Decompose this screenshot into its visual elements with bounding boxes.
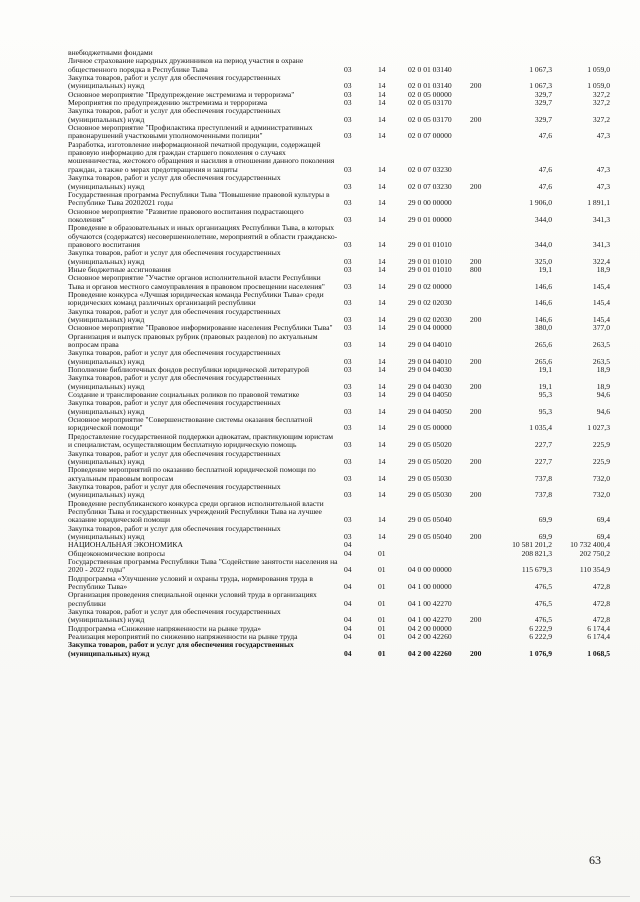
- amount-approved: 47,6: [538, 164, 552, 174]
- amount-executed: 263,5: [592, 340, 610, 350]
- target-article-code: 04 2 00 00000: [408, 623, 452, 633]
- amount-executed: 18,9: [596, 264, 610, 274]
- target-article-code: 02 0 07 03230: [408, 164, 452, 174]
- subsection-code: 14: [378, 239, 386, 249]
- row-name: Закупка товаров, работ и услуг для обеспечения государственных (муниципальных) нужд: [68, 607, 281, 625]
- row-name: Проведение в образовательных и иных организациях Республики Тыва, в которых обучаются (содержатся) несовершеннолетние, мероприятий в области гражданско-правового воспитания: [68, 223, 338, 249]
- subsection-code: 14: [378, 356, 386, 366]
- amount-executed: 377,0: [592, 323, 610, 333]
- amount-executed: 327,2: [592, 98, 610, 108]
- amount-approved: 325,0: [534, 256, 552, 266]
- amount-approved: 95,3: [538, 406, 552, 416]
- section-code: 03: [344, 239, 352, 249]
- amount-approved: 1 067,3: [529, 64, 552, 74]
- table-row: [68, 124, 628, 141]
- target-article-code: 29 0 05 05020: [408, 440, 452, 450]
- section-code: 04: [344, 565, 352, 575]
- amount-approved: 1 076,9: [529, 648, 552, 658]
- table-row: [68, 333, 628, 350]
- table-row: [68, 416, 628, 433]
- amount-approved: 737,8: [534, 473, 552, 483]
- target-article-code: 29 0 04 04050: [408, 390, 452, 400]
- amount-executed: 322,4: [592, 256, 610, 266]
- subsection-code: 01: [378, 598, 386, 608]
- row-name: Закупка товаров, работ и услуг для обеспечения государственных (муниципальных) нужд: [68, 448, 281, 466]
- table-row: [68, 308, 628, 325]
- amount-approved: 344,0: [534, 239, 552, 249]
- expense-type-code: 200: [470, 490, 482, 500]
- amount-approved: 146,6: [534, 315, 552, 324]
- row-name: Подпрограмма «Улучшение условий и охраны труда, нормирования труда в Республике Тыва»: [68, 573, 313, 591]
- row-name: Общеэкономические вопросы: [68, 548, 165, 558]
- section-code: 03: [344, 406, 352, 416]
- table-row: [68, 374, 628, 391]
- amount-approved: 476,5: [534, 615, 552, 625]
- table-row: [68, 141, 628, 174]
- target-article-code: 29 0 05 05020: [408, 456, 452, 466]
- table-row: [68, 249, 628, 266]
- table-row: [68, 349, 628, 366]
- amount-approved: 227,7: [534, 440, 552, 450]
- row-name: Проведение мероприятий по оказанию бесплатной юридической помощи по актуальным правовым вопросам: [68, 465, 316, 483]
- row-name: Основное мероприятие "Развитие правового воспитания подрастающего поколения": [68, 206, 304, 224]
- amount-executed: 6 174,4: [587, 632, 610, 642]
- section-code: 03: [344, 531, 352, 541]
- amount-approved: 329,7: [534, 98, 552, 108]
- subsection-code: 14: [378, 81, 386, 91]
- table-row: [68, 208, 628, 225]
- section-code: 04: [344, 648, 352, 658]
- section-code: 03: [344, 456, 352, 466]
- amount-approved: 19,1: [538, 264, 552, 274]
- expense-type-code: 800: [470, 264, 482, 274]
- expense-type-code: 200: [470, 356, 482, 366]
- row-name: Основное мероприятие "Предупреждение экстремизма и терроризма": [68, 89, 295, 99]
- row-name: Закупка товаров, работ и услуг для обеспечения государственных (муниципальных) нужд: [68, 373, 281, 391]
- row-name: Закупка товаров, работ и услуг для обеспечения государственных (муниципальных) нужд: [68, 306, 281, 324]
- section-code: 03: [344, 473, 352, 483]
- row-name: Иные бюджетные ассигнования: [68, 264, 171, 274]
- subsection-code: 14: [378, 440, 386, 450]
- amount-executed: 6 174,4: [587, 623, 610, 633]
- subsection-code: 01: [378, 623, 386, 633]
- amount-executed: 472,8: [592, 582, 610, 591]
- subsection-code: 14: [378, 64, 386, 74]
- subsection-code: 14: [378, 531, 386, 541]
- amount-approved: 344,0: [534, 214, 552, 224]
- target-article-code: 29 0 05 05030: [408, 473, 452, 483]
- target-article-code: 29 0 04 04050: [408, 406, 452, 416]
- amount-approved: 265,6: [534, 356, 552, 366]
- amount-approved: 265,6: [534, 340, 552, 350]
- amount-executed: 472,8: [592, 598, 610, 608]
- section-code: 03: [344, 298, 352, 308]
- row-name: Проведение конкурса «Лучшая юридическая команда Республики Тыва» среди юридических команд различных организаций республики: [68, 289, 324, 308]
- subsection-code: 14: [378, 164, 386, 174]
- table-row: [68, 500, 628, 525]
- target-article-code: 02 0 07 00000: [408, 131, 452, 141]
- table-row: [68, 224, 628, 249]
- section-code: 04: [344, 548, 352, 558]
- expense-type-code: 200: [470, 615, 482, 625]
- amount-approved: 380,0: [534, 323, 552, 333]
- subsection-code: 14: [378, 456, 386, 466]
- section-code: 03: [344, 256, 352, 266]
- section-code: 03: [344, 164, 352, 174]
- subsection-code: 14: [378, 423, 386, 433]
- amount-approved: 146,6: [534, 298, 552, 308]
- target-article-code: 02 0 05 03170: [408, 98, 452, 108]
- amount-executed: 47,3: [596, 164, 610, 174]
- row-name: Организация проведения специальной оценки условий труда в организациях республики: [68, 590, 317, 608]
- target-article-code: 29 0 05 05040: [408, 515, 452, 525]
- table-row: [68, 450, 628, 467]
- target-article-code: 29 0 04 04030: [408, 381, 452, 391]
- expense-type-code: 200: [470, 648, 482, 658]
- target-article-code: 29 0 01 01010: [408, 239, 452, 249]
- row-name: Мероприятия по предупреждению экстремизма и терроризма: [68, 98, 268, 108]
- amount-executed: 341,3: [592, 214, 610, 224]
- bottom-edge-line: [10, 896, 630, 897]
- target-article-code: 29 0 04 00000: [408, 323, 452, 333]
- amount-executed: 732,0: [592, 473, 610, 483]
- section-code: 03: [344, 181, 352, 191]
- target-article-code: 02 0 05 00000: [408, 89, 452, 99]
- amount-executed: 47,3: [596, 131, 610, 141]
- table-row: [68, 74, 628, 91]
- row-name: Закупка товаров, работ и услуг для обеспечения государственных (муниципальных) нужд: [68, 106, 281, 124]
- amount-executed: 341,3: [592, 239, 610, 249]
- amount-executed: 18,9: [596, 381, 610, 391]
- amount-approved: 329,7: [534, 114, 552, 124]
- row-name: Пополнение библиотечных фондов республики юридической литературой: [68, 365, 310, 375]
- expense-type-code: 200: [470, 381, 482, 391]
- table-row: [68, 399, 628, 416]
- target-article-code: 29 0 00 00000: [408, 198, 452, 208]
- section-code: 03: [344, 440, 352, 450]
- amount-approved: 329,7: [534, 89, 552, 99]
- target-article-code: 29 0 02 02030: [408, 315, 452, 324]
- section-code: 04: [344, 623, 352, 633]
- section-code: 03: [344, 64, 352, 74]
- target-article-code: 29 0 04 04010: [408, 356, 452, 366]
- expense-type-code: 200: [470, 315, 482, 324]
- amount-approved: 227,7: [534, 456, 552, 466]
- row-name: внебюджетными фондами: [68, 48, 153, 57]
- subsection-code: 01: [378, 632, 386, 642]
- expense-type-code: 200: [470, 456, 482, 466]
- amount-executed: 1 068,5: [587, 648, 610, 658]
- table-row: [68, 641, 628, 658]
- amount-executed: 94,6: [596, 406, 610, 416]
- subsection-code: 14: [378, 473, 386, 483]
- section-code: 03: [344, 390, 352, 400]
- amount-executed: 145,4: [592, 298, 610, 308]
- subsection-code: 14: [378, 181, 386, 191]
- subsection-code: 14: [378, 515, 386, 525]
- amount-executed: 472,8: [592, 615, 610, 625]
- amount-approved: 69,9: [538, 531, 552, 541]
- expense-type-code: 200: [470, 181, 482, 191]
- subsection-code: 14: [378, 98, 386, 108]
- amount-executed: 1 059,0: [587, 64, 610, 74]
- subsection-code: 14: [378, 114, 386, 124]
- table-row: [68, 575, 628, 592]
- row-name: Основное мероприятие "Совершенствование системы оказания бесплатной юридической помощи": [68, 415, 313, 433]
- amount-executed: 1 059,0: [587, 81, 610, 91]
- row-name: Основное мероприятие "Правовое информирование населения Республики Тыва": [68, 323, 333, 333]
- section-code: 03: [344, 198, 352, 208]
- table-row: [68, 483, 628, 500]
- amount-executed: 263,5: [592, 356, 610, 366]
- target-article-code: 02 0 01 03140: [408, 64, 452, 74]
- amount-executed: 69,4: [596, 515, 610, 525]
- amount-approved: 95,3: [538, 390, 552, 400]
- amount-executed: 47,3: [596, 181, 610, 191]
- target-article-code: 29 0 01 01010: [408, 256, 452, 266]
- amount-approved: 476,5: [534, 598, 552, 608]
- target-article-code: 29 0 02 02030: [408, 298, 452, 308]
- subsection-code: 01: [378, 565, 386, 575]
- table-row: [68, 525, 628, 542]
- amount-executed: 69,4: [596, 531, 610, 541]
- table-row: [68, 558, 628, 575]
- amount-executed: 327,2: [592, 114, 610, 124]
- target-article-code: 02 0 07 03230: [408, 181, 452, 191]
- subsection-code: 14: [378, 390, 386, 400]
- expense-type-code: 200: [470, 531, 482, 541]
- subsection-code: 14: [378, 315, 386, 324]
- subsection-code: 14: [378, 281, 386, 291]
- amount-approved: 115 679,3: [521, 565, 552, 575]
- subsection-code: 14: [378, 89, 386, 99]
- section-code: 03: [344, 490, 352, 500]
- target-article-code: 29 0 05 00000: [408, 423, 452, 433]
- table-row: [68, 191, 628, 208]
- row-name: Закупка товаров, работ и услуг для обеспечения государственных (муниципальных) нужд: [68, 481, 281, 500]
- target-article-code: 29 0 04 04010: [408, 340, 452, 350]
- amount-approved: 737,8: [534, 490, 552, 500]
- section-code: 03: [344, 264, 352, 274]
- row-name: Закупка товаров, работ и услуг для обеспечения государственных (муниципальных) нужд: [68, 173, 281, 191]
- table-row: [68, 107, 628, 124]
- amount-executed: 110 354,9: [579, 565, 610, 575]
- target-article-code: 04 1 00 42270: [408, 615, 452, 625]
- subsection-code: 01: [378, 548, 386, 558]
- row-name: НАЦИОНАЛЬНАЯ ЭКОНОМИКА: [68, 540, 183, 550]
- amount-executed: 1 891,1: [587, 198, 610, 208]
- subsection-code: 14: [378, 214, 386, 224]
- subsection-code: 14: [378, 131, 386, 141]
- target-article-code: 04 1 00 00000: [408, 582, 452, 591]
- row-name: Создание и транслирование социальных роликов по правовой тематике: [68, 390, 300, 400]
- target-article-code: 04 0 00 00000: [408, 565, 452, 575]
- amount-approved: 47,6: [538, 181, 552, 191]
- subsection-code: 14: [378, 406, 386, 416]
- target-article-code: 02 0 01 03140: [408, 81, 452, 91]
- table-row: [68, 291, 628, 308]
- target-article-code: 29 0 01 01010: [408, 264, 452, 274]
- section-code: 03: [344, 214, 352, 224]
- subsection-code: 01: [378, 615, 386, 625]
- page-number: 63: [589, 853, 601, 867]
- section-code: 03: [344, 281, 352, 291]
- row-name: Закупка товаров, работ и услуг для обеспечения государственных (муниципальных) нужд: [68, 348, 281, 366]
- amount-executed: 94,6: [596, 390, 610, 400]
- section-code: 03: [344, 114, 352, 124]
- section-code: 03: [344, 365, 352, 375]
- amount-approved: 69,9: [538, 515, 552, 525]
- section-code: 03: [344, 81, 352, 91]
- row-name: Разработка, изготовление информационной печатной продукции, содержащей правовую информацию для граждан старшего поколения о случаях мошенничества, жестокого обращения и насилия в отношении данного поколения граждан, а также о мерах предотвращения и защиты: [68, 139, 335, 174]
- subsection-code: 14: [378, 198, 386, 208]
- table-row: [68, 608, 628, 625]
- section-code: 03: [344, 315, 352, 324]
- subsection-code: 14: [378, 264, 386, 274]
- row-name: Организация и выпуск правовых рубрик (правовых разделов) по актуальным вопросам права: [68, 331, 318, 350]
- target-article-code: 29 0 05 05030: [408, 490, 452, 500]
- subsection-code: 14: [378, 256, 386, 266]
- amount-executed: 202 750,2: [579, 548, 610, 558]
- amount-approved: 146,6: [534, 281, 552, 291]
- section-code: 03: [344, 98, 352, 108]
- table-row: [68, 591, 628, 608]
- subsection-code: 14: [378, 490, 386, 500]
- amount-executed: 18,9: [596, 365, 610, 375]
- row-name: Основное мероприятие "Участие органов исполнительной власти Республики Тыва и органов местного самоуправления в правовом просвещении населения": [68, 273, 325, 291]
- section-code: 03: [344, 423, 352, 433]
- amount-executed: 327,2: [592, 89, 610, 99]
- section-code: 04: [344, 598, 352, 608]
- budget-table: [68, 49, 628, 658]
- section-code: 03: [344, 89, 352, 99]
- section-code: 03: [344, 340, 352, 350]
- expense-type-code: 200: [470, 81, 482, 91]
- section-code: 03: [344, 356, 352, 366]
- row-name: Закупка товаров, работ и услуг для обеспечения государственных (муниципальных) нужд: [68, 640, 294, 658]
- amount-executed: 225,9: [592, 456, 610, 466]
- row-name: Реализация мероприятий по снижению напряженности на рынке труда: [68, 632, 298, 642]
- row-name: Государственная программа Республики Тыва "Содействие занятости населения на 2020 - 2022 годы": [68, 556, 338, 575]
- amount-executed: 1 027,3: [587, 423, 610, 433]
- target-article-code: 04 1 00 42270: [408, 598, 452, 608]
- target-article-code: 29 0 05 05040: [408, 531, 452, 541]
- section-code: 03: [344, 381, 352, 391]
- amount-executed: 225,9: [592, 440, 610, 450]
- section-code: 03: [344, 323, 352, 333]
- subsection-code: 14: [378, 340, 386, 350]
- row-name: Предоставление государственной поддержки адвокатам, практикующим юристам и специалистам, осуществляющим бесплатную юридическую помощь: [68, 431, 334, 450]
- subsection-code: 01: [378, 648, 386, 658]
- amount-approved: 208 821,3: [521, 548, 552, 558]
- amount-executed: 145,4: [592, 315, 610, 324]
- amount-approved: 47,6: [538, 131, 552, 141]
- section-code: 04: [344, 632, 352, 642]
- row-name: Проведение республиканского конкурса среди органов исполнительной власти Республики Тыва и государственных учреждений Республики Тыва на лучшее оказание юридической помощи: [68, 498, 324, 525]
- amount-executed: 10 732 400,4: [570, 540, 610, 550]
- section-code: 04: [344, 540, 352, 550]
- expense-type-code: 200: [470, 114, 482, 124]
- amount-approved: 1 906,0: [529, 198, 552, 208]
- subsection-code: 01: [378, 582, 386, 591]
- row-name: Закупка товаров, работ и услуг для обеспечения государственных (муниципальных) нужд: [68, 523, 281, 541]
- target-article-code: 04 2 00 42260: [408, 648, 452, 658]
- section-code: 03: [344, 515, 352, 525]
- section-code: 04: [344, 615, 352, 625]
- subsection-code: 14: [378, 298, 386, 308]
- row-name: Личное страхование народных дружинников на период участия в охране общественного порядка в Республике Тыва: [68, 56, 304, 74]
- target-article-code: 29 0 04 04030: [408, 365, 452, 375]
- target-article-code: 04 2 00 42260: [408, 632, 452, 642]
- amount-approved: 19,1: [538, 365, 552, 375]
- amount-executed: 145,4: [592, 281, 610, 291]
- row-name: Государственная программа Республики Тыва "Повышение правовой культуры в Республике Тыва 20202021 годы: [68, 189, 330, 208]
- section-code: 03: [344, 131, 352, 141]
- amount-approved: 476,5: [534, 582, 552, 591]
- subsection-code: 14: [378, 381, 386, 391]
- subsection-code: 14: [378, 323, 386, 333]
- table-row: [68, 174, 628, 191]
- row-name: Закупка товаров, работ и услуг для обеспечения государственных (муниципальных) нужд: [68, 73, 281, 91]
- section-code: 04: [344, 582, 352, 591]
- table-row: [68, 57, 628, 74]
- row-name: Закупка товаров, работ и услуг для обеспечения государственных (муниципальных) нужд: [68, 248, 281, 266]
- amount-approved: 6 222,9: [529, 632, 552, 642]
- amount-approved: 1 067,3: [529, 81, 552, 91]
- table-row: [68, 274, 628, 291]
- target-article-code: 29 0 02 00000: [408, 281, 452, 291]
- row-name: Основное мероприятие "Профилактика преступлений и административных правонарушений участковыми уполномоченными полиции": [68, 123, 313, 141]
- amount-executed: 732,0: [592, 490, 610, 500]
- target-article-code: 29 0 01 00000: [408, 214, 452, 224]
- target-article-code: 02 0 05 03170: [408, 114, 452, 124]
- amount-approved: 19,1: [538, 381, 552, 391]
- table-row: [68, 433, 628, 450]
- row-name: Закупка товаров, работ и услуг для обеспечения государственных (муниципальных) нужд: [68, 398, 281, 416]
- amount-approved: 6 222,9: [529, 623, 552, 633]
- amount-approved: 10 581 201,2: [512, 540, 552, 550]
- row-name: Подпрограмма «Снижение напряженности на рынке труда»: [68, 623, 262, 633]
- table-row: [68, 466, 628, 483]
- expense-type-code: 200: [470, 406, 482, 416]
- expense-type-code: 200: [470, 256, 482, 266]
- subsection-code: 14: [378, 365, 386, 375]
- amount-approved: 1 035,4: [529, 423, 552, 433]
